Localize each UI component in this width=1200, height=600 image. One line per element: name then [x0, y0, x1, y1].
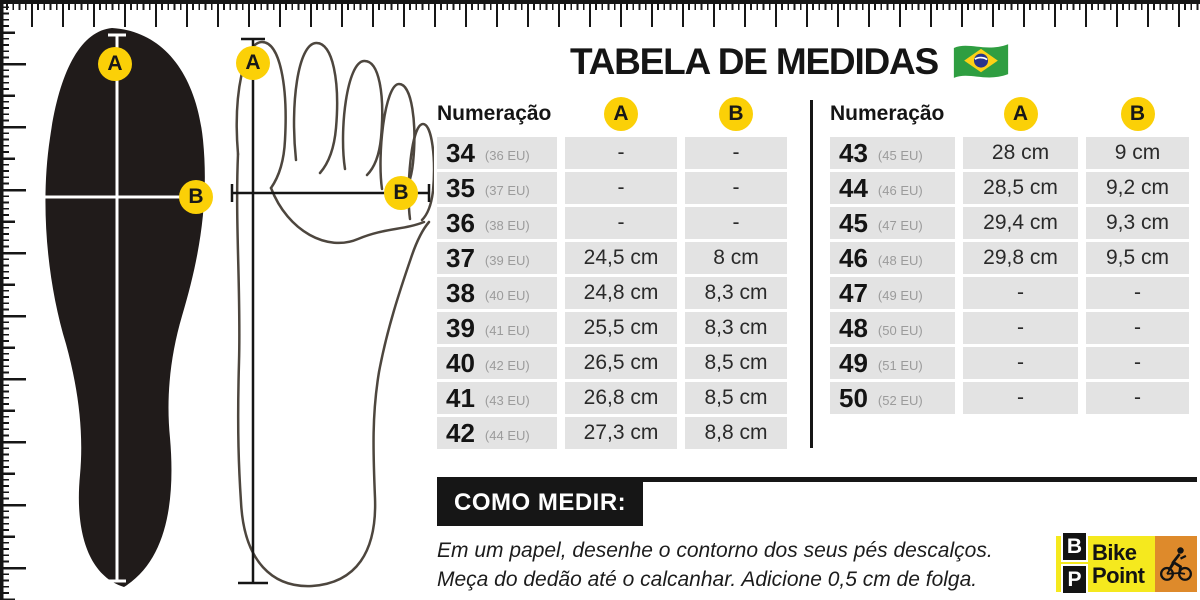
table-row — [437, 277, 789, 309]
value-b: 9,2 cm — [1086, 172, 1189, 204]
table-row — [437, 417, 789, 449]
logo-initial-p: P — [1061, 564, 1088, 595]
table-row — [830, 277, 1190, 309]
eu-size-label: (46 EU) — [877, 182, 923, 198]
logo-initials — [1061, 531, 1088, 595]
value-b: - — [685, 172, 787, 204]
value-b: - — [1086, 312, 1189, 344]
eu-size-label: (40 EU) — [484, 287, 530, 303]
value-b: 8,5 cm — [685, 347, 787, 379]
column-header-numeracao: Numeração — [830, 102, 945, 125]
size-label: 44 — [839, 172, 868, 203]
header — [440, 36, 1140, 88]
table-row — [830, 312, 1190, 344]
table-header — [437, 96, 789, 132]
value-a: - — [565, 137, 677, 169]
measure-b-marker: B — [179, 180, 213, 214]
value-a: 28 cm — [963, 137, 1078, 169]
value-b: - — [1086, 347, 1189, 379]
value-b: - — [1086, 382, 1189, 414]
size-label: 48 — [839, 312, 868, 343]
eu-size-label: (39 EU) — [484, 252, 530, 268]
table-row — [830, 382, 1190, 414]
size-label: 37 — [446, 242, 475, 273]
value-a: 29,8 cm — [963, 242, 1078, 274]
table-divider — [810, 100, 813, 448]
table-row — [437, 347, 789, 379]
how-to-measure-heading: COMO MEDIR: — [437, 482, 643, 526]
bike-point-logo — [1056, 536, 1197, 592]
eu-size-label: (45 EU) — [877, 147, 923, 163]
value-b: - — [1086, 277, 1189, 309]
column-header-b-marker: B — [719, 97, 753, 131]
value-b: - — [685, 137, 787, 169]
value-b: 8,3 cm — [685, 312, 787, 344]
value-b: 8 cm — [685, 242, 787, 274]
brazil-flag-icon — [952, 40, 1010, 84]
size-label: 49 — [839, 347, 868, 378]
cyclist-icon — [1155, 536, 1197, 592]
value-b: 9,3 cm — [1086, 207, 1189, 239]
value-a: - — [963, 277, 1078, 309]
measure-a-marker: A — [236, 46, 270, 80]
value-a: - — [963, 347, 1078, 379]
page-title: TABELA DE MEDIDAS — [569, 41, 939, 82]
eu-size-label: (49 EU) — [877, 287, 923, 303]
table-header — [830, 96, 1190, 132]
insole-illustration — [30, 26, 226, 592]
value-a: 26,8 cm — [565, 382, 677, 414]
logo-word-point: Point — [1092, 563, 1145, 588]
foot-measure-lines — [231, 38, 430, 584]
value-b: - — [685, 207, 787, 239]
table-row — [830, 207, 1190, 239]
size-label: 40 — [446, 347, 475, 378]
logo-wordmark — [1092, 541, 1145, 587]
measure-instruction-line2: Meça do dedão até o calcanhar. Adicione 0,5 cm de folga. — [437, 568, 978, 591]
value-a: - — [963, 312, 1078, 344]
eu-size-label: (52 EU) — [877, 392, 923, 408]
size-label: 50 — [839, 382, 868, 413]
eu-size-label: (44 EU) — [484, 427, 530, 443]
eu-size-label: (42 EU) — [484, 357, 530, 373]
size-label: 43 — [839, 137, 868, 168]
size-label: 41 — [446, 382, 475, 413]
value-a: 25,5 cm — [565, 312, 677, 344]
eu-size-label: (41 EU) — [484, 322, 530, 338]
value-a: - — [963, 382, 1078, 414]
table-row — [830, 172, 1190, 204]
size-label: 47 — [839, 277, 868, 308]
column-header-b-marker: B — [1121, 97, 1155, 131]
logo-word-bike: Bike — [1092, 540, 1137, 565]
value-a: 28,5 cm — [963, 172, 1078, 204]
measure-instruction-line1: Em um papel, desenhe o contorno dos seus pés descalços. — [437, 539, 993, 562]
size-label: 38 — [446, 277, 475, 308]
table-row — [437, 137, 789, 169]
value-a: - — [565, 207, 677, 239]
table-row — [830, 242, 1190, 274]
eu-size-label: (48 EU) — [877, 252, 923, 268]
table-row — [437, 312, 789, 344]
insole-shape — [45, 28, 204, 587]
size-label: 34 — [446, 137, 475, 168]
ruler-left — [0, 0, 28, 600]
table-row — [830, 347, 1190, 379]
eu-size-label: (50 EU) — [877, 322, 923, 338]
size-label: 45 — [839, 207, 868, 238]
value-a: 29,4 cm — [963, 207, 1078, 239]
table-row — [830, 137, 1190, 169]
value-a: - — [565, 172, 677, 204]
column-header-a-marker: A — [1004, 97, 1038, 131]
measure-a-marker: A — [98, 47, 132, 81]
eu-size-label: (43 EU) — [484, 392, 530, 408]
measure-b-marker: B — [384, 176, 418, 210]
foot-outline — [237, 42, 434, 586]
logo-initial-b: B — [1061, 531, 1088, 562]
eu-size-label: (47 EU) — [877, 217, 923, 233]
size-label: 39 — [446, 312, 475, 343]
table-row — [437, 172, 789, 204]
value-a: 24,8 cm — [565, 277, 677, 309]
column-header-a-marker: A — [604, 97, 638, 131]
table-row — [437, 382, 789, 414]
value-b: 9 cm — [1086, 137, 1189, 169]
value-a: 24,5 cm — [565, 242, 677, 274]
foot-outline-illustration — [228, 32, 434, 592]
value-b: 9,5 cm — [1086, 242, 1189, 274]
table-row — [437, 207, 789, 239]
eu-size-label: (36 EU) — [484, 147, 530, 163]
column-header-numeracao: Numeração — [437, 102, 552, 125]
value-b: 8,5 cm — [685, 382, 787, 414]
size-label: 35 — [446, 172, 475, 203]
size-label: 46 — [839, 242, 868, 273]
eu-size-label: (37 EU) — [484, 182, 530, 198]
eu-size-label: (51 EU) — [877, 357, 923, 373]
value-b: 8,3 cm — [685, 277, 787, 309]
eu-size-label: (38 EU) — [484, 217, 530, 233]
value-a: 27,3 cm — [565, 417, 677, 449]
size-table-34-42 — [437, 96, 789, 452]
size-table-43-50 — [830, 96, 1190, 417]
size-label: 42 — [446, 417, 475, 448]
value-b: 8,8 cm — [685, 417, 787, 449]
value-a: 26,5 cm — [565, 347, 677, 379]
size-label: 36 — [446, 207, 475, 238]
table-row — [437, 242, 789, 274]
